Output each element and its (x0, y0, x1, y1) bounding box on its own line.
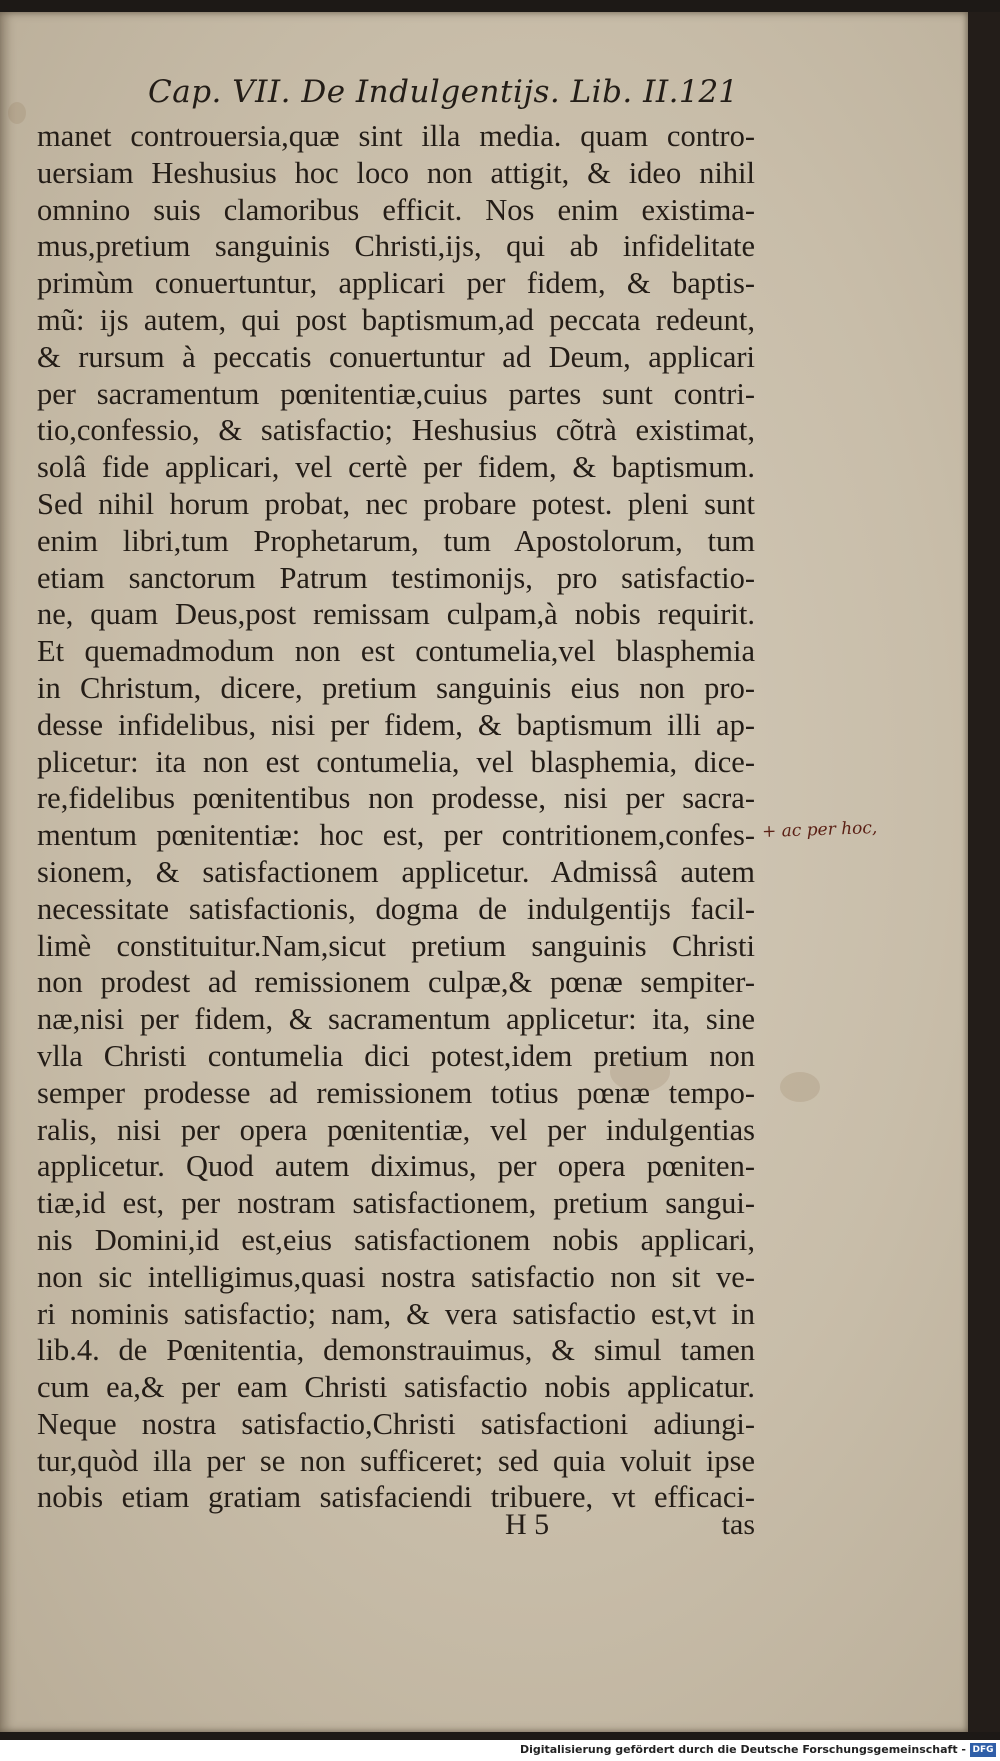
handwritten-marginal-note: + ac per hoc, (761, 817, 878, 843)
text-line: tio,confessio, & satisfactio; Heshusius cõtrà existimat, (37, 413, 755, 448)
text-line: Et quemadmodum non est contumelia,vel blasphemia (37, 634, 755, 669)
text-line: nis Domini,id est,eius satisfactionem nobis applicari, (37, 1222, 755, 1257)
text-line: desse infidelibus, nisi per fidem, & baptismum illi ap- (37, 707, 755, 742)
text-line: omnino suis clamoribus efficit. Nos enim existima- (37, 192, 755, 227)
text-line: nobis etiam gratiam satisfaciendi tribuere, vt efficaci- (37, 1480, 755, 1515)
text-line: uersiam Heshusius hoc loco non attigit, & ideo nihil (37, 155, 755, 190)
text-line: ri nominis satisfactio; nam, & vera satisfactio est,vt in (37, 1296, 755, 1331)
book-page (0, 12, 968, 1732)
text-line: mus,pretium sanguinis Christi,ijs, qui ab infidelitate (37, 229, 755, 264)
signature-mark: H 5 (505, 1508, 550, 1541)
text-line: mũ: ijs autem, qui post baptismum,ad peccata redeunt, (37, 302, 755, 337)
body-text (37, 118, 755, 1516)
text-line: Neque nostra satisfactio,Christi satisfactioni adiungi- (37, 1406, 755, 1441)
text-line: primùm conuertuntur, applicari per fidem, & baptis- (37, 266, 755, 301)
running-header (148, 68, 738, 118)
text-line: næ,nisi per fidem, & sacramentum applicetur: ita, sine (37, 1002, 755, 1037)
text-line: tiæ,id est, per nostram satisfactionem, pretium sangui- (37, 1186, 755, 1221)
dfg-logo: DFG (970, 1743, 996, 1757)
running-title: Cap. VII. De Indulgentijs. Lib. II. (148, 74, 679, 110)
text-line: & rursum à peccatis conuertuntur ad Deum, applicari (37, 339, 755, 374)
text-line: applicetur. Quod autem diximus, per opera pœniten- (37, 1149, 755, 1184)
text-line: non prodest ad remissionem culpæ,& pœnæ sempiter- (37, 965, 755, 1000)
paper-stain (8, 102, 26, 124)
text-line: re,fidelibus pœnitentibus non prodesse, nisi per sacra- (37, 781, 755, 816)
text-line: ne, quam Deus,post remissam culpam,à nobis requirit. (37, 597, 755, 632)
page-footer (37, 1508, 755, 1548)
text-line: sionem, & satisfactionem applicetur. Admissâ autem (37, 854, 755, 889)
text-line: non sic intelligimus,quasi nostra satisfactio non sit ve- (37, 1259, 755, 1294)
text-line: cum ea,& per eam Christi satisfactio nobis applicatur. (37, 1370, 755, 1405)
scan-background (968, 12, 1000, 1732)
paper-stain (780, 1072, 820, 1102)
text-line: limè constituitur.Nam,sicut pretium sanguinis Christi (37, 928, 755, 963)
text-line: semper prodesse ad remissionem totius pœnæ tempo- (37, 1075, 755, 1110)
text-line: vlla Christi contumelia dici potest,idem pretium non (37, 1038, 755, 1073)
credit-text: Digitalisierung gefördert durch die Deutsche Forschungsgemeinschaft - (519, 1743, 966, 1756)
text-line: lib.4. de Pœnitentia, demonstrauimus, & simul tamen (37, 1333, 755, 1368)
text-line: necessitate satisfactionis, dogma de indulgentijs facil- (37, 891, 755, 926)
catchword: tas (721, 1508, 755, 1541)
text-line: ralis, nisi per opera pœnitentiæ, vel per indulgentias (37, 1112, 755, 1147)
text-line: Sed nihil horum probat, nec probare potest. pleni sunt (37, 486, 755, 521)
text-line: mentum pœnitentiæ: hoc est, per contritionem,confes- (37, 818, 755, 853)
text-line: in Christum, dicere, pretium sanguinis eius non pro- (37, 670, 755, 705)
page-number: 121 (678, 74, 738, 110)
digitization-credit-bar (0, 1740, 1000, 1761)
text-line: etiam sanctorum Patrum testimonijs, pro satisfactio- (37, 560, 755, 595)
text-line: enim libri,tum Prophetarum, tum Apostolorum, tum (37, 523, 755, 558)
text-line: tur,quòd illa per se non sufficeret; sed quia voluit ipse (37, 1443, 755, 1478)
text-line: plicetur: ita non est contumelia, vel blasphemia, dice- (37, 744, 755, 779)
text-line: manet controuersia,quæ sint illa media. quam contro- (37, 119, 755, 153)
text-line: per sacramentum pœnitentiæ,cuius partes sunt contri- (37, 376, 755, 411)
text-line: solâ fide applicari, vel certè per fidem, & baptismum. (37, 450, 755, 485)
